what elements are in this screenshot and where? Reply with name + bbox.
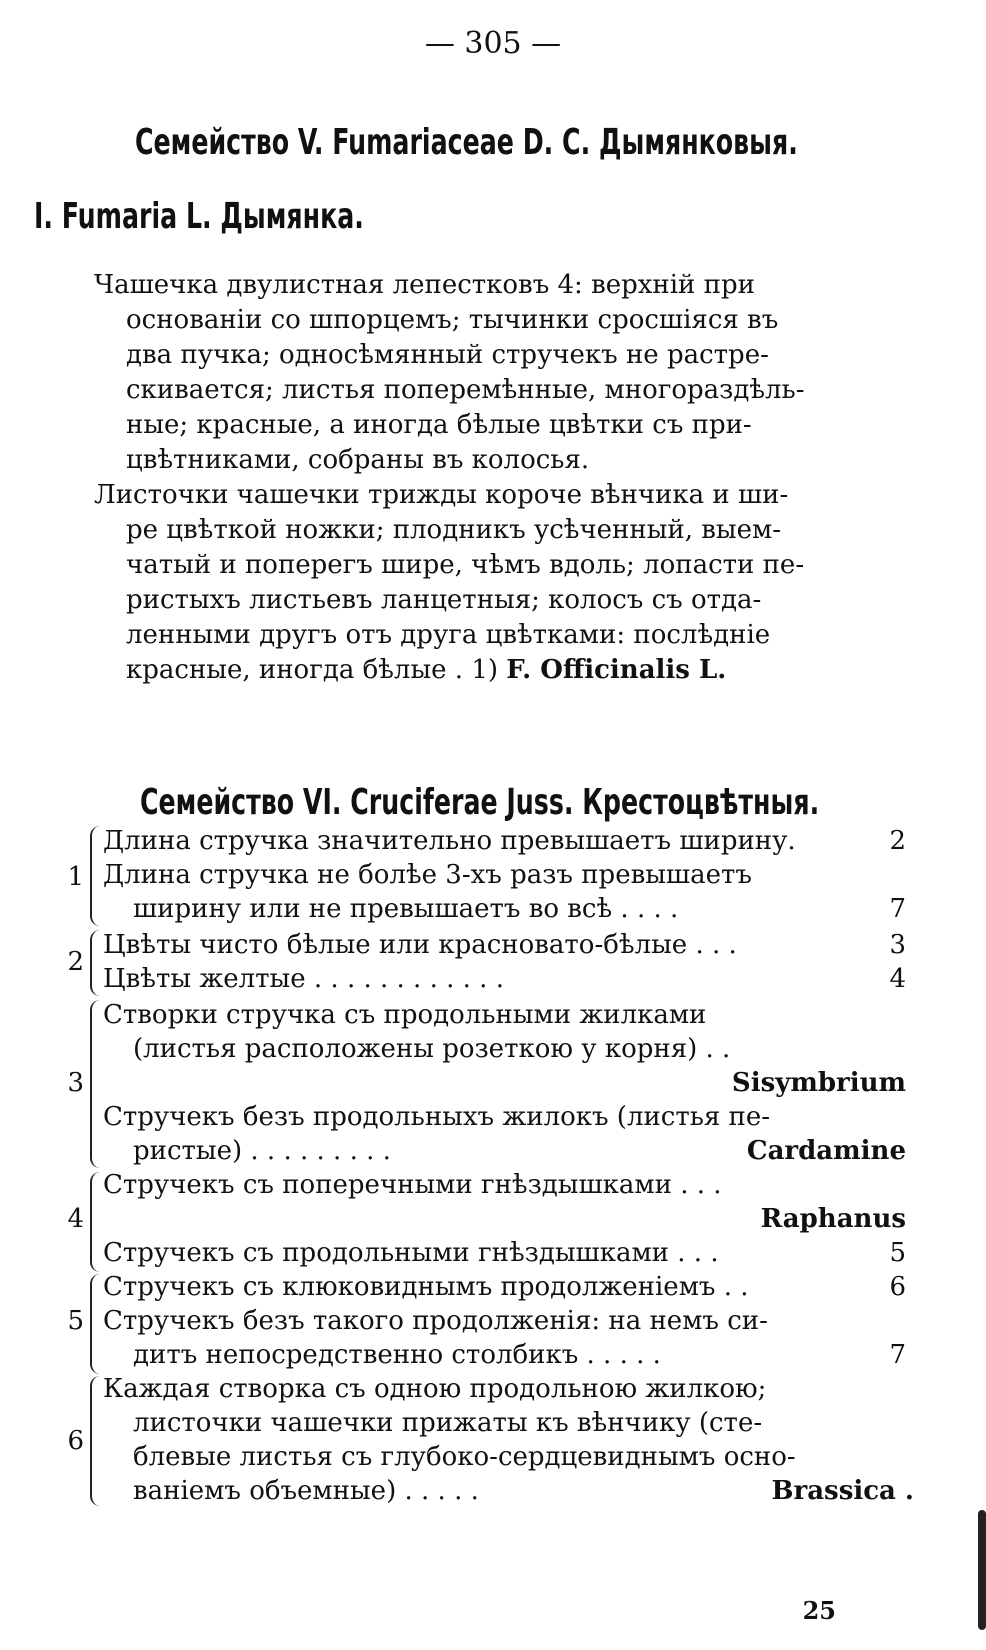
couplet-brace [90,826,100,926]
genus-target: Sisymbrium [731,1068,906,1098]
couplet-brace [90,1172,100,1272]
couplet-brace [90,1274,100,1374]
key-lead-continued: блевые листья съ глубоко-сердцевиднымъ осно- [133,1442,796,1472]
key-lead: Длина стручка не болѣе 3-хъ разъ превышаетъ [103,860,752,890]
couplet-number: 1 [67,862,84,892]
key-lead: Стручекъ съ поперечными гнѣздышками . . . [103,1170,722,1200]
description-line: чатый и поперегъ шире, чѣмъ вдоль; лопасти пе- [126,550,805,580]
couplet-number: 3 [67,1068,84,1098]
couplet-brace [90,1000,100,1168]
key-lead-continued: ристые) . . . . . . . . . [133,1136,391,1166]
genus-target: Raphanus [760,1204,906,1234]
key-lead: Стручекъ съ продольными гнѣздышками . . . [103,1238,719,1268]
genus-target: Brassica . [771,1476,914,1506]
description-line: ре цвѣткой ножки; плодникъ усѣченный, выем- [126,515,781,545]
key-target: 6 [889,1272,906,1302]
key-lead: Каждая створка съ одною продольною жилкою; [103,1374,767,1404]
key-target: 4 [889,964,906,994]
key-lead: Стручекъ безъ продольныхъ жилокъ (листья пе- [103,1102,771,1132]
key-lead: Длина стручка значительно превышаетъ ширину. [103,826,796,856]
description-line-last [94,653,854,688]
key-lead-continued: (листья расположены розеткою у корня) . . [133,1034,731,1064]
page-number: — 305 — [424,26,562,61]
genus-heading-fumaria: I. Fumaria L. Дымянка. [34,196,364,237]
family-heading-cruciferae: Семейство VI. Cruciferae Juss. Крестоцвѣтныя. [140,782,820,823]
genus-target: Cardamine [746,1136,906,1166]
key-lead-continued: листочки чашечки прижаты къ вѣнчику (сте- [133,1408,763,1438]
key-lead: Цвѣты чисто бѣлые или красновато-бѣлые . . . [103,930,737,960]
key-lead-continued: ширину или не превышаетъ во всѣ . . . . [133,894,679,924]
description-line: ристыхъ листьевъ ланцетныя; колосъ съ отда- [126,585,762,615]
key-target: 3 [889,930,906,960]
couplet-number: 6 [67,1426,84,1456]
key-target: 2 [889,826,906,856]
description-line: два пучка; односѣмянный стручекъ не растре- [126,340,769,370]
key-target: 5 [889,1238,906,1268]
key-target: 7 [889,1340,906,1370]
description-line: ленными другъ отъ друга цвѣтками: послѣдніе [126,620,771,650]
key-lead-continued: дитъ непосредственно столбикъ . . . . . [133,1340,661,1370]
species-name: F. Officinalis L. [506,655,727,685]
key-lead: Стручекъ съ клюковиднымъ продолженіемъ . . [103,1272,749,1302]
description-line: скивается; листья поперемѣнные, многораздѣль- [126,375,805,405]
description-line: цвѣтниками, собраны въ колосья. [126,445,590,475]
key-lead: Стручекъ безъ такого продолженія: на немъ си- [103,1306,768,1336]
couplet-number: 2 [67,947,84,977]
signature-mark: 25 [802,1596,836,1625]
key-lead: Цвѣты желтые . . . . . . . . . . . . [103,964,504,994]
scan-edge-mark [978,1510,986,1630]
description-line: Листочки чашечки трижды короче вѣнчика и ши- [94,480,789,510]
couplet-number: 5 [67,1306,84,1336]
key-target: 7 [889,894,906,924]
species-description [94,478,854,688]
description-line: основаніи со шпорцемъ; тычинки сросшіяся въ [126,305,779,335]
couplet-number: 4 [67,1204,84,1234]
couplet-brace [90,1376,100,1506]
genus-description [94,268,854,478]
description-line: ные; красные, а иногда бѣлые цвѣтки съ при- [126,410,752,440]
couplet-brace [90,930,100,996]
key-lead: Створки стручка съ продольными жилками [103,1000,707,1030]
description-text: красные, иногда бѣлые . 1) [126,655,499,685]
key-lead-continued: ваніемъ объемные) . . . . . [133,1476,479,1506]
family-heading-fumariaceae: Семейство V. Fumariaceae D. C. Дымянковыя. [135,122,798,163]
description-line: Чашечка двулистная лепестковъ 4: верхній при [94,270,755,300]
